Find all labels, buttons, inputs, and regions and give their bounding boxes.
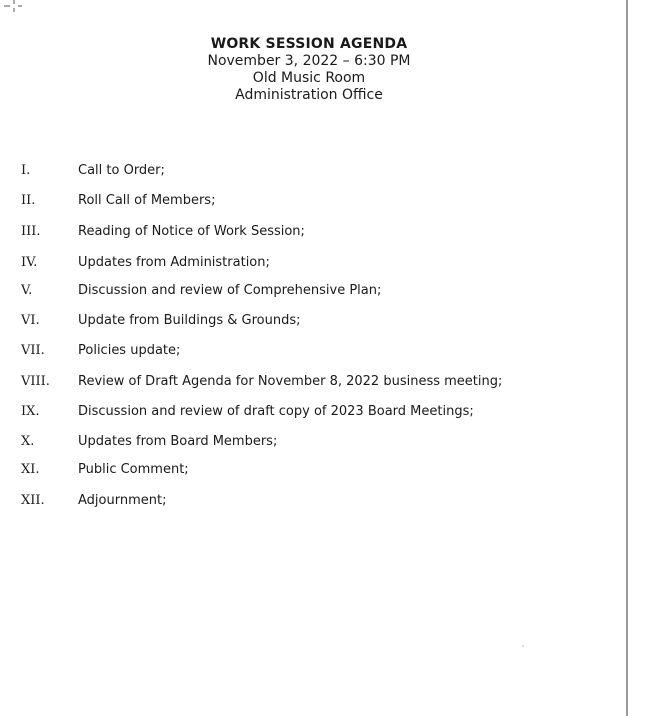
agenda-item bbox=[21, 254, 621, 272]
agenda-item-numeral: III. bbox=[21, 224, 41, 239]
agenda-item-text: Adjournment; bbox=[78, 493, 167, 508]
agenda-item-text: Discussion and review of draft copy of 2023 Board Meetings; bbox=[78, 404, 474, 419]
agenda-item-numeral: VIII. bbox=[21, 374, 50, 389]
agenda-item bbox=[21, 312, 621, 330]
agenda-item-numeral: II. bbox=[21, 193, 36, 208]
agenda-item-numeral: IX. bbox=[21, 404, 40, 419]
agenda-item-text: Discussion and review of Comprehensive Plan; bbox=[78, 283, 382, 298]
agenda-item bbox=[21, 223, 621, 241]
agenda-item-text: Updates from Board Members; bbox=[78, 434, 278, 449]
agenda-title: WORK SESSION AGENDA bbox=[210, 36, 408, 52]
agenda-item-numeral: IV. bbox=[21, 255, 38, 270]
agenda-item bbox=[21, 373, 621, 391]
agenda-item-text: Public Comment; bbox=[78, 462, 189, 477]
agenda-item-numeral: VI. bbox=[21, 313, 40, 328]
agenda-item-text: Policies update; bbox=[78, 343, 181, 358]
agenda-item bbox=[21, 162, 621, 180]
agenda-item-numeral: I. bbox=[21, 163, 31, 178]
scan-corner-mark-icon bbox=[2, 0, 24, 14]
agenda-item-numeral: VII. bbox=[21, 343, 45, 358]
agenda-item-numeral: XI. bbox=[21, 462, 40, 477]
agenda-item bbox=[21, 403, 621, 421]
agenda-item-text: Update from Buildings & Grounds; bbox=[78, 313, 301, 328]
meeting-office: Administration Office bbox=[235, 87, 383, 103]
agenda-item-numeral: V. bbox=[21, 283, 33, 298]
agenda-item-numeral: X. bbox=[21, 434, 35, 449]
meeting-datetime: November 3, 2022 – 6:30 PM bbox=[207, 53, 411, 69]
agenda-item bbox=[21, 192, 621, 210]
meeting-room: Old Music Room bbox=[252, 70, 366, 86]
agenda-item-text: Call to Order; bbox=[78, 163, 165, 178]
agenda-item-numeral: XII. bbox=[21, 493, 45, 508]
agenda-item bbox=[21, 282, 621, 300]
agenda-item-text: Reading of Notice of Work Session; bbox=[78, 224, 305, 239]
agenda-item-text: Updates from Administration; bbox=[78, 255, 270, 270]
agenda-item-text: Roll Call of Members; bbox=[78, 193, 216, 208]
agenda-item bbox=[21, 433, 621, 451]
agenda-item bbox=[21, 461, 621, 479]
agenda-item bbox=[21, 342, 621, 360]
scan-speck bbox=[522, 645, 524, 647]
agenda-item bbox=[21, 492, 621, 510]
page-edge-divider bbox=[626, 0, 628, 716]
agenda-header bbox=[0, 36, 618, 104]
agenda-item-text: Review of Draft Agenda for November 8, 2022 business meeting; bbox=[78, 374, 503, 389]
